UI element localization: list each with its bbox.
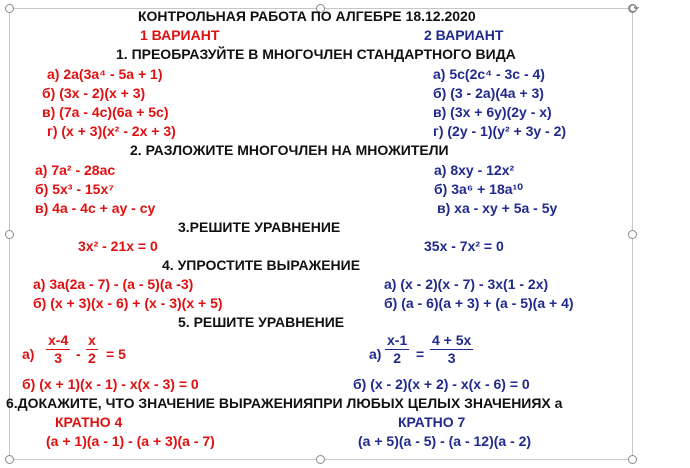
task1-v1-item: в) (7a - 4c)(6a + 5c) <box>42 104 169 120</box>
task2-v2-item: б) 3a⁶ + 18a¹⁰ <box>434 181 523 197</box>
task4-v1-item: б) (x + 3)(x - 6) + (x - 3)(x + 5) <box>33 295 223 311</box>
task6-v1-label: КРАТНО 4 <box>55 414 123 430</box>
task5-v1a-minus: - <box>76 346 81 362</box>
page-title: КОНТРОЛЬНАЯ РАБОТА ПО АЛГЕБРЕ 18.12.2020 <box>138 8 476 24</box>
task5-v1a-fraction1 <box>46 332 70 367</box>
task1-v2-item: а) 5c(2c⁴ - 3c - 4) <box>433 66 545 82</box>
task1-v2-item: б) (3 - 2a)(4a + 3) <box>433 85 544 101</box>
task1-v1-item: г) (x + 3)(x² - 2x + 3) <box>47 123 176 139</box>
resize-handle-middle-right[interactable] <box>628 230 637 239</box>
task4-v2-item: б) (a - 6)(a + 3) + (a - 5)(a + 4) <box>384 295 574 311</box>
resize-handle-bottom-right[interactable] <box>628 455 637 464</box>
fraction-numerator: x-4 <box>48 332 69 348</box>
task6-v2-expression: (a + 5)(a - 5) - (a - 12)(a - 2) <box>358 433 532 449</box>
task5-v2a-label: а) <box>369 346 382 362</box>
task2-heading: 2. РАЗЛОЖИТЕ МНОГОЧЛЕН НА МНОЖИТЕЛИ <box>130 142 449 158</box>
resize-handle-top-left[interactable] <box>5 4 14 13</box>
resize-handle-bottom-left[interactable] <box>5 455 14 464</box>
fraction-denominator: 2 <box>88 350 96 366</box>
rotate-handle-icon[interactable]: ⟳ <box>628 1 640 16</box>
fraction-denominator: 3 <box>447 350 456 366</box>
task2-v2-item: в) xa - xy + 5a - 5y <box>437 200 558 216</box>
task5-v2a-fraction1 <box>385 332 409 367</box>
task5-v1b-equation: б) (x + 1)(x - 1) - x(x - 3) = 0 <box>22 376 199 392</box>
task3-heading: 3.РЕШИТЕ УРАВНЕНИЕ <box>178 219 341 235</box>
task1-v1-item: а) 2a(3a⁴ - 5a + 1) <box>47 66 163 82</box>
resize-handle-bottom-middle[interactable] <box>316 455 325 464</box>
task5-v1a-rhs: = 5 <box>106 346 126 362</box>
task5-v2b-equation: б) (x - 2)(x + 2) - x(x - 6) = 0 <box>353 376 530 392</box>
task2-v1-item: а) 7a² - 28ac <box>35 162 116 178</box>
task3-v1-equation: 3x² - 21x = 0 <box>78 238 158 254</box>
task5-v1a-label: а) <box>22 346 35 362</box>
task5-v2a-equals: = <box>416 346 425 362</box>
task1-v2-item: в) (3x + 6y)(2y - x) <box>433 104 552 120</box>
task4-v2-item: а) (x - 2)(x - 7) - 3x(1 - 2x) <box>384 276 549 292</box>
variant1-label: 1 ВАРИАНТ <box>140 27 220 43</box>
task5-heading: 5. РЕШИТЕ УРАВНЕНИЕ <box>178 314 345 330</box>
task5-v1a-fraction2 <box>86 332 98 367</box>
fraction-numerator: x-1 <box>387 332 408 348</box>
resize-handle-middle-left[interactable] <box>5 230 14 239</box>
task6-v2-label: КРАТНО 7 <box>398 414 466 430</box>
task4-heading: 4. УПРОСТИТЕ ВЫРАЖЕНИЕ <box>162 257 361 273</box>
task3-v2-equation: 35x - 7x² = 0 <box>424 238 504 254</box>
fraction-numerator: x <box>88 332 96 348</box>
task4-v1-item: а) 3a(2a - 7) - (a - 5)(a -3) <box>33 276 194 292</box>
task2-v2-item: а) 8xy - 12x² <box>434 162 515 178</box>
variant2-label: 2 ВАРИАНТ <box>424 27 504 43</box>
task1-v1-item: б) (3x - 2)(x + 3) <box>42 85 146 101</box>
task1-heading: 1. ПРЕОБРАЗУЙТЕ В МНОГОЧЛЕН СТАНДАРТНОГО ВИДА <box>116 46 516 62</box>
task6-v1-expression: (a + 1)(a - 1) - (a + 3)(a - 7) <box>46 433 215 449</box>
task6-heading: 6.ДОКАЖИТЕ, ЧТО ЗНАЧЕНИЕ ВЫРАЖЕНИЯПРИ ЛЮБЫХ ЦЕЛЫХ ЗНАЧЕНИЯХ a <box>6 395 563 411</box>
task1-v2-item: г) (2y - 1)(y² + 3y - 2) <box>433 123 567 139</box>
fraction-denominator: 3 <box>54 350 63 366</box>
fraction-denominator: 2 <box>393 350 402 366</box>
task2-v1-item: в) 4a - 4c + ay - cy <box>35 200 156 216</box>
fraction-numerator: 4 + 5x <box>432 332 472 348</box>
task5-v2a-fraction2 <box>430 332 473 367</box>
task2-v1-item: б) 5x³ - 15x⁷ <box>35 181 115 197</box>
